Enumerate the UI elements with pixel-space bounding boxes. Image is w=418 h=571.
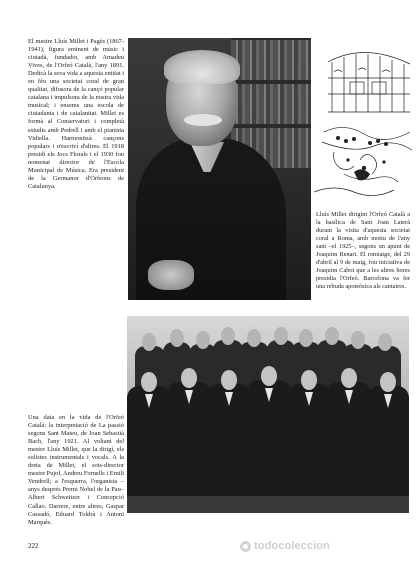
sketch-caption: Lluís Millet dirigint l'Orfeó Català a la basílica de Sant Joan Laterà durant la visita d'aquesta societat coral a Roma, amb motiu de l'any sant –el 1925–, segons un apunt de Joaquim Renart. El romiatge, del 29 d'abril al 9 de maig, fou iniciativa de Joaquim Cabot que a les altres hores presidia l'Orfeó. Barcelona va fer una rebuda apoteòsica als cantaires. (316, 211, 410, 290)
group-photo (127, 316, 409, 513)
page-number: 222 (28, 542, 39, 550)
watermark (240, 540, 330, 552)
portrait-photo (128, 38, 311, 300)
basilica-sketch-illustration (314, 42, 414, 202)
watermark-text: todocoleccion (254, 540, 330, 552)
group-photo-caption: Una data en la vida de l'Orfeó Català: la interpretació de La passió segons Sant Mateu, de Joan Sebastià Bach, l'any 1921. Al voltant del mestre Lluís Millet, que la dirigí, els solistes instrumentals i vocals. A la dreta de Millet, el sots-director mestre Pujol, Andreu Fornells i Emili Vendrell; a l'esquerra, l'organista –anys després Premi Nobel de la Pau– Albert Schweitzer i Concepció Callao. Darrere, entre altres, Gaspar Cassadó, Eduard Toldrà i Antoni Marquès. (28, 414, 124, 526)
biography-text: El mestre Lluís Millet i Pagès (1867-1941), figura eminent de músic i ciutadà, fundador, amb Amadeu Vives, de l'Orfeó Català, l'any 1891. Dedicà la seva vida a aquesta entitat i en féu una societat coral de gran qualitat, difusora de la cançó popular catalana i impulsora de la nostra vida musical; i ensems una escola de ciutadania i de catalanitat. Millet es formà al Conservatori i completà estudis amb Pedrell i amb el pianista Vidiella. Harmonitzà cançons populars i n'escriví d'altres. El 1918 presidí els Jocs Florals i el 1930 fou nomenat director de l'Escola Municipal de Música. Era president de la Germanor d'Orfeons de Catalunya. (28, 38, 124, 190)
todocoleccion-logo-icon (240, 541, 251, 552)
